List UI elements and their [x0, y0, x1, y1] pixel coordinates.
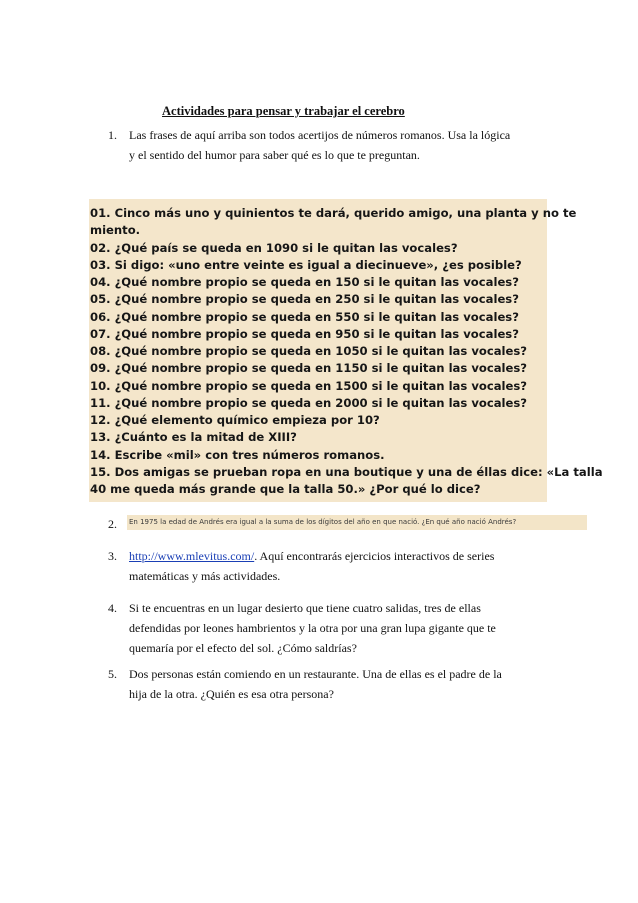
riddle-line: 03. Si digo: «uno entre veinte es igual a diecinueve», ¿es posible? [90, 257, 522, 272]
list-item-5 [108, 664, 578, 704]
riddle-line: 10. ¿Qué nombre propio se queda en 1500 si le quitan las vocales? [90, 378, 527, 393]
item-text-line: defendidas por leones hambrientos y la otra por una gran lupa gigante que te [129, 621, 496, 635]
riddle-line: 07. ¿Qué nombre propio se queda en 950 si le quitan las vocales? [90, 326, 519, 341]
item-text-line: hija de la otra. ¿Quién es esa otra persona? [129, 687, 334, 701]
item-text-line: quemaría por el efecto del sol. ¿Cómo saldrías? [129, 641, 357, 655]
item-number: 5. [108, 667, 117, 681]
item-number: 3. [108, 549, 117, 563]
item-number: 4. [108, 601, 117, 615]
list-item-3 [108, 546, 578, 586]
riddle-line: 02. ¿Qué país se queda en 1090 si le quitan las vocales? [90, 240, 458, 255]
mlevitus-link[interactable]: http://www.mlevitus.com/ [129, 549, 255, 563]
list-item-4 [108, 598, 578, 658]
riddle-line: 12. ¿Qué elemento químico empieza por 10? [90, 413, 380, 427]
riddle-line: 40 me queda más grande que la talla 50.» ¿Por qué lo dice? [90, 482, 481, 496]
riddle-line: miento. [90, 223, 141, 238]
item-number: 2. [108, 517, 117, 531]
list-item-1 [108, 125, 578, 165]
riddle-line: 14. Escribe «mil» con tres números romanos. [90, 447, 385, 462]
item-text-line: Si te encuentras en un lugar desierto que tiene cuatro salidas, tres de ellas [129, 601, 481, 615]
riddle-line: 08. ¿Qué nombre propio se queda en 1050 si le quitan las vocales? [90, 344, 527, 358]
riddle-line: 05. ¿Qué nombre propio se queda en 250 si le quitan las vocales? [90, 292, 519, 307]
riddle-line: 11. ¿Qué nombre propio se queda en 2000 si le quitan las vocales? [90, 395, 527, 410]
riddle-line: 04. ¿Qué nombre propio se queda en 150 si le quitan las vocales? [90, 275, 519, 289]
riddle-line: 15. Dos amigas se prueban ropa en una boutique y una de éllas dice: «La talla [90, 464, 603, 479]
riddles-image [89, 199, 603, 502]
riddle-strip-image: En 1975 la edad de Andrés era igual a la suma de los dígitos del año en que nació. ¿En qué año nació Andrés? [127, 515, 587, 530]
item-text: . Aquí encontrarás ejercicios interactivos de series [254, 549, 495, 563]
riddle-line: 01. Cinco más uno y quinientos te dará, querido amigo, una planta y no te [90, 206, 577, 220]
item-text-line: y el sentido del humor para saber qué es lo que te preguntan. [129, 148, 420, 162]
item-number: 1. [108, 128, 117, 142]
riddle-line: 06. ¿Qué nombre propio se queda en 550 si le quitan las vocales? [90, 309, 519, 324]
item-text-line: Las frases de aquí arriba son todos acertijos de números romanos. Usa la lógica [129, 128, 511, 142]
riddle-line: 09. ¿Qué nombre propio se queda en 1150 si le quitan las vocales? [90, 361, 527, 376]
item-text-line: matemáticas y más actividades. [129, 569, 281, 583]
page-title: Actividades para pensar y trabajar el cerebro [162, 104, 405, 118]
riddle-line: 13. ¿Cuánto es la mitad de XIII? [90, 430, 297, 445]
item-text-line: Dos personas están comiendo en un restaurante. Una de ellas es el padre de la [129, 667, 502, 681]
